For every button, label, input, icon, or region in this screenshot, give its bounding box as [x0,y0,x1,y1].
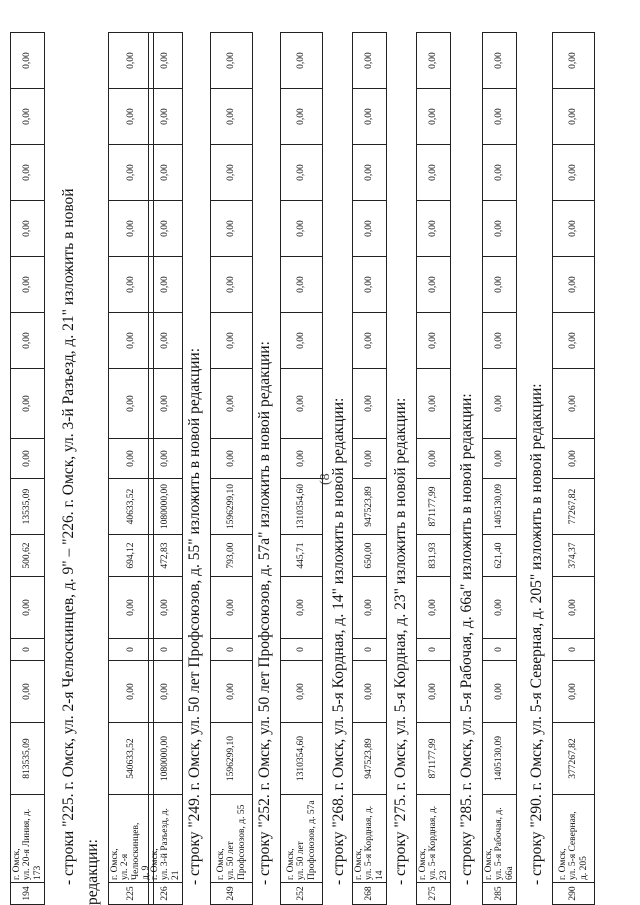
cell-value-c13: 0,00 [417,89,451,145]
cell-value-c1: 1080000,00 [149,723,183,795]
cell-value-c4: 0,00 [109,577,154,639]
cell-value-c8: 0,00 [211,369,253,439]
cell-row-number: 268 [353,883,387,905]
cell-value-c7: 0,00 [109,439,154,479]
cell-value-c5: 445,71 [281,535,323,577]
cell-value-c9: 0,00 [281,313,323,369]
cell-value-c10: 0,00 [149,257,183,313]
cell-value-c12: 0,00 [149,145,183,201]
cell-row-number: 194 [11,883,45,905]
address-line: г. Омск, [285,848,296,880]
address-line: ул. 50 лет [226,841,237,880]
cell-value-c5: 694,12 [109,535,154,577]
cell-value-c9: 0,00 [353,313,387,369]
table-row [552,32,595,905]
cell-value-c13: 0,00 [109,89,154,145]
address-line: ул. 2-я Челюскинцев, [120,822,141,880]
cell-row-number: 275 [417,883,451,905]
cell-value-c14: 0,00 [211,33,253,89]
address-line: Профсоюзов, д. 55 [236,804,247,880]
cell-value-c1: 871177,99 [417,723,451,795]
cell-address [353,795,387,883]
cell-value-c4: 0,00 [211,577,253,639]
cell-value-c3: 0 [553,639,595,661]
cell-value-c10: 0,00 [281,257,323,313]
address-line: ул. 5-я Кордная, д. 14 [364,805,385,880]
address-line: ул. 3-й Разъезд, д. 21 [160,808,181,880]
cell-value-c7: 0,00 [353,439,387,479]
cell-address [149,795,183,883]
cell-value-c14: 0,00 [149,33,183,89]
cell-value-c12: 0,00 [109,145,154,201]
cell-value-c13: 0,00 [11,89,45,145]
cell-value-c13: 0,00 [553,89,595,145]
cell-value-c14: 0,00 [553,33,595,89]
cell-value-c9: 0,00 [483,313,517,369]
address-line: ул. 20-я Линия, д. 173 [22,808,43,880]
cell-value-c5: 621,40 [483,535,517,577]
cell-value-c12: 0,00 [11,145,45,201]
cell-value-c2: 0,00 [109,661,154,723]
cell-value-c1: 1596299,10 [211,723,253,795]
cell-value-c8: 0,00 [417,369,451,439]
cell-value-c5: 500,62 [11,535,45,577]
cell-value-c2: 0,00 [281,661,323,723]
cell-value-c3: 0 [483,639,517,661]
cell-value-c9: 0,00 [149,313,183,369]
cell-value-c1: 540633,52 [109,723,154,795]
cell-value-c8: 0,00 [553,369,595,439]
cell-value-c6: 13535,09 [11,479,45,535]
cell-value-c10: 0,00 [109,257,154,313]
cell-value-c1: 377267,82 [553,723,595,795]
cell-value-c5: 650,00 [353,535,387,577]
cell-value-c2: 0,00 [11,661,45,723]
cell-value-c9: 0,00 [109,313,154,369]
cell-value-c11: 0,00 [483,201,517,257]
cell-value-c4: 0,00 [281,577,323,639]
cell-value-c11: 0,00 [353,201,387,257]
address-line: г. Омск, [354,848,364,880]
address-line: ул. 5-я Кордная, д. 23 [428,805,449,880]
cell-address [211,795,253,883]
cell-value-c4: 0,00 [417,577,451,639]
cell-value-c2: 0,00 [553,661,595,723]
cell-value-c5: 374,37 [553,535,595,577]
section-heading-225: - строки "225. г. Омск, ул. 2-я Челюскинцев, д. 9" – "226. г. Омск, ул. 3-й Разъезд, д. 21" изложить в новой [60,188,77,885]
cell-value-c13: 0,00 [149,89,183,145]
cell-value-c2: 0,00 [417,661,451,723]
cell-value-c13: 0,00 [281,89,323,145]
cell-value-c3: 0 [109,639,154,661]
cell-value-c3: 0 [353,639,387,661]
cell-value-c6: 40633,52 [109,479,154,535]
cell-row-number: 252 [281,883,323,905]
cell-value-c11: 0,00 [149,201,183,257]
cell-value-c14: 0,00 [109,33,154,89]
cell-value-c14: 0,00 [11,33,45,89]
cell-value-c3: 0 [11,639,45,661]
cell-value-c7: 0,00 [483,439,517,479]
cell-value-c4: 0,00 [483,577,517,639]
cell-value-c9: 0,00 [211,313,253,369]
cell-value-c5: 472,83 [149,535,183,577]
cell-value-c8: 0,00 [483,369,517,439]
cell-address [109,795,154,883]
table-row [108,32,154,905]
table-row [352,32,387,905]
table-row [210,32,253,905]
cell-value-c5: 831,93 [417,535,451,577]
cell-value-c6: 1310354,60 [281,479,323,535]
cell-value-c6: 1080000,00 [149,479,183,535]
cell-value-c7: 0,00 [417,439,451,479]
cell-value-c6: 1405130,09 [483,479,517,535]
address-line: г. Омск, [484,848,494,880]
address-line: ул. 5-я Северная, [568,811,579,880]
cell-value-c1: 813535,09 [11,723,45,795]
cell-value-c9: 0,00 [553,313,595,369]
address-line: ул. 5-я Рабочая, д. 66а [494,807,515,880]
cell-value-c11: 0,00 [11,201,45,257]
cell-value-c3: 0 [211,639,253,661]
cell-value-c3: 0 [417,639,451,661]
cell-value-c8: 0,00 [109,369,154,439]
cell-value-c9: 0,00 [417,313,451,369]
section-heading-252: - строку "252. г. Омск, ул. 50 лет Профсоюзов, д. 57а" изложить в новой редакции: [256,341,273,885]
cell-value-c2: 0,00 [483,661,517,723]
cell-value-c8: 0,00 [11,369,45,439]
cell-value-c4: 0,00 [553,577,595,639]
table-row [280,32,323,905]
cell-value-c8: 0,00 [149,369,183,439]
cell-row-number: 225 [109,883,154,905]
cell-value-c11: 0,00 [109,201,154,257]
cell-value-c14: 0,00 [483,33,517,89]
cell-value-c7: 0,00 [553,439,595,479]
table-row [482,32,517,905]
cell-value-c12: 0,00 [281,145,323,201]
cell-value-c14: 0,00 [281,33,323,89]
cell-value-c13: 0,00 [483,89,517,145]
section-heading-275: - строку "275. г. Омск, ул. 5-я Кордная, д. 23" изложить в новой редакции: [392,397,409,885]
page-number: (8 [318,473,333,485]
section-heading-249: - строку "249. г. Омск, ул. 50 лет Профсоюзов, д. 55" изложить в новой редакции: [186,347,203,885]
cell-value-c7: 0,00 [281,439,323,479]
cell-value-c4: 0,00 [353,577,387,639]
cell-address [11,795,45,883]
cell-row-number: 249 [211,883,253,905]
address-line: Профсоюзов, д. 57а [306,800,317,880]
cell-value-c2: 0,00 [149,661,183,723]
address-line: г. Омск, [418,848,428,880]
address-line: г. Омск, [150,848,160,880]
cell-value-c1: 1405130,09 [483,723,517,795]
cell-value-c10: 0,00 [211,257,253,313]
cell-value-c10: 0,00 [553,257,595,313]
cell-address [553,795,595,883]
address-line: д. 205 [578,856,589,880]
cell-value-c13: 0,00 [211,89,253,145]
cell-value-c10: 0,00 [483,257,517,313]
cell-value-c6: 1596299,10 [211,479,253,535]
cell-value-c11: 0,00 [417,201,451,257]
cell-value-c10: 0,00 [11,257,45,313]
cell-value-c12: 0,00 [553,145,595,201]
cell-value-c7: 0,00 [211,439,253,479]
address-line: ул. 50 лет [296,841,307,880]
address-line: г. Омск, [557,848,568,880]
cell-value-c1: 947523,89 [353,723,387,795]
cell-value-c4: 0,00 [11,577,45,639]
cell-value-c11: 0,00 [281,201,323,257]
cell-value-c12: 0,00 [353,145,387,201]
table-row [416,32,451,905]
cell-value-c13: 0,00 [353,89,387,145]
cell-value-c2: 0,00 [211,661,253,723]
cell-value-c6: 947523,89 [353,479,387,535]
cell-value-c7: 0,00 [149,439,183,479]
cell-value-c12: 0,00 [211,145,253,201]
cell-row-number: 290 [553,883,595,905]
section-heading-290: - строку "290. г. Омск, ул. 5-я Северная, д. 205" изложить в новой редакции: [528,383,545,885]
cell-value-c8: 0,00 [281,369,323,439]
section-heading-268: - строку "268. г. Омск, ул. 5-я Кордная, д. 14" изложить в новой редакции: [330,397,347,885]
cell-value-c1: 1310354,60 [281,723,323,795]
cell-value-c11: 0,00 [211,201,253,257]
address-line: г. Омск, [12,848,22,880]
cell-value-c12: 0,00 [483,145,517,201]
cell-value-c2: 0,00 [353,661,387,723]
cell-value-c11: 0,00 [553,201,595,257]
cell-value-c6: 77267,82 [553,479,595,535]
cell-row-number: 226 [149,883,183,905]
address-line: г. Омск, [215,848,226,880]
table-row [148,32,183,905]
cell-value-c10: 0,00 [417,257,451,313]
cell-value-c14: 0,00 [353,33,387,89]
cell-value-c12: 0,00 [417,145,451,201]
cell-value-c7: 0,00 [11,439,45,479]
cell-value-c3: 0 [281,639,323,661]
cell-address [483,795,517,883]
cell-address [281,795,323,883]
cell-value-c9: 0,00 [11,313,45,369]
cell-value-c4: 0,00 [149,577,183,639]
table-row [10,32,45,905]
cell-row-number: 285 [483,883,517,905]
section-heading-285: - строку "285. г. Омск, ул. 5-я Рабочая, д. 66а" изложить в новой редакции: [458,393,475,885]
address-line: д. 9 [141,865,152,880]
cell-value-c10: 0,00 [353,257,387,313]
cell-address [417,795,451,883]
cell-value-c3: 0 [149,639,183,661]
cell-value-c14: 0,00 [417,33,451,89]
cell-value-c8: 0,00 [353,369,387,439]
section-heading-225-cont: редакции: [84,839,101,905]
address-line: г. Омск, [110,848,120,880]
cell-value-c5: 793,00 [211,535,253,577]
cell-value-c6: 871177,99 [417,479,451,535]
